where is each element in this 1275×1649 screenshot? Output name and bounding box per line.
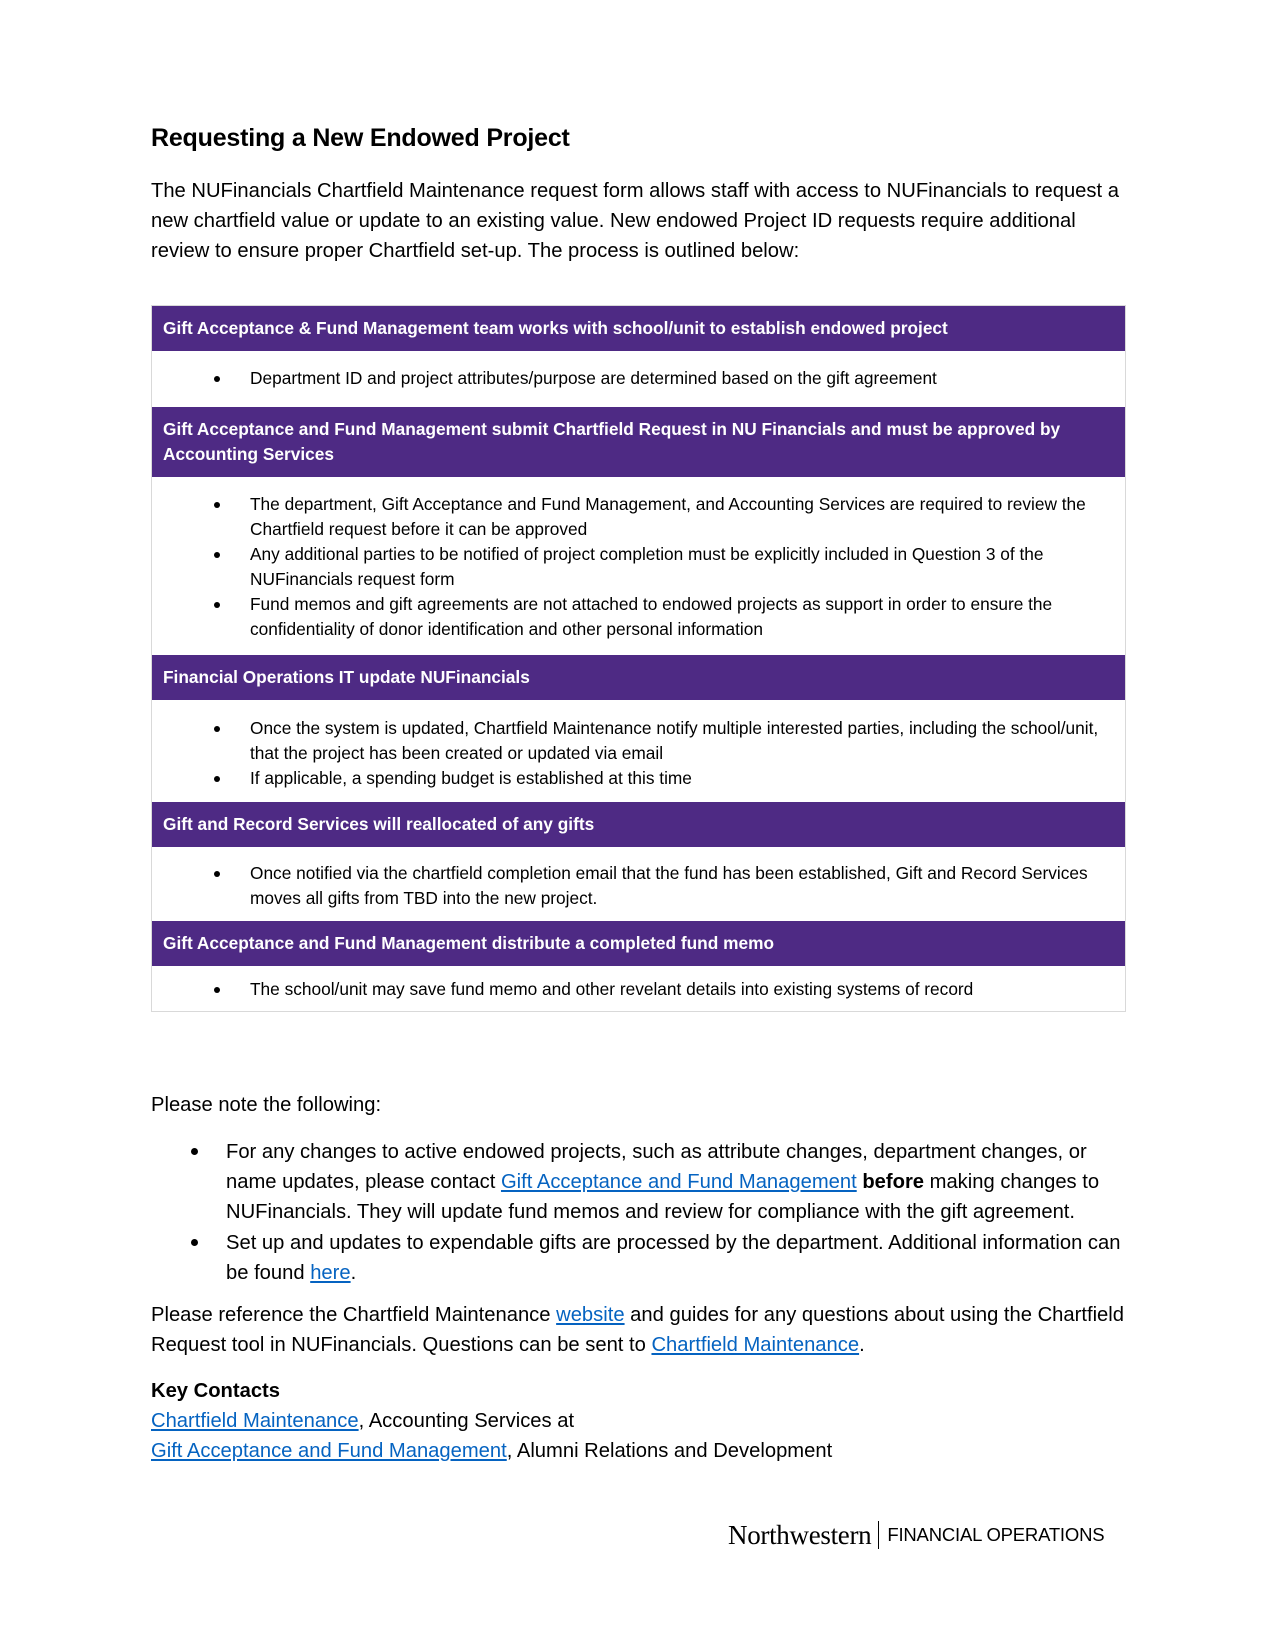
- step-2-bullet-3: Fund memos and gift agreements are not attached to endowed projects as support in order to ensure the confidentiality of donor identification and other personal information: [250, 592, 1114, 642]
- contact-chartfield-text: , Accounting Services at: [358, 1410, 575, 1432]
- step-5-heading: Gift Acceptance and Fund Management distribute a completed fund memo: [152, 921, 1125, 966]
- note-item-1: [226, 1137, 1126, 1227]
- step-3-heading: Financial Operations IT update NUFinancials: [152, 655, 1125, 700]
- website-link[interactable]: website: [556, 1304, 625, 1326]
- logo-department: FINANCIAL OPERATIONS: [887, 1524, 1105, 1545]
- step-2-bullet-2: Any additional parties to be notified of project completion must be explicitly included in Question 3 of the NUFinancials request form: [250, 542, 1114, 592]
- reference-text-1: Please reference the Chartfield Maintenance: [151, 1304, 557, 1326]
- step-3-body: [152, 700, 1125, 802]
- step-4-bullet-1: Once notified via the chartfield completion email that the fund has been established, Gift and Record Services moves all gifts from TBD into the new project.: [250, 861, 1114, 911]
- step-5-body: [152, 966, 1125, 1011]
- reference-paragraph: [151, 1300, 1126, 1360]
- step-2-body: [152, 477, 1125, 655]
- note-1-bold: before: [862, 1171, 925, 1193]
- step-1-body: [152, 351, 1125, 407]
- gift-acceptance-link[interactable]: Gift Acceptance and Fund Management: [500, 1171, 857, 1193]
- step-2-heading: Gift Acceptance and Fund Management submit Chartfield Request in NU Financials and must be approved by Accounting Services: [152, 407, 1125, 477]
- note-2-text: Set up and updates to expendable gifts are processed by the department. Additional information can be found: [226, 1232, 1121, 1284]
- step-2-bullet-1: The department, Gift Acceptance and Fund Management, and Accounting Services are required to review the Chartfield request before it can be approved: [250, 492, 1114, 542]
- chartfield-maintenance-link[interactable]: Chartfield Maintenance: [651, 1334, 860, 1356]
- intro-paragraph: The NUFinancials Chartfield Maintenance request form allows staff with access to NUFinancials to request a new chartfield value or update to an existing value. New endowed Project ID requests require additional review to ensure proper Chartfield set-up. The process is outlined below:: [151, 180, 1119, 262]
- contact-gift-acceptance-link[interactable]: Gift Acceptance and Fund Management: [151, 1440, 507, 1462]
- reference-text-2: and guides for any questions about using the Chartfield Request tool in NUFinancials. Questions can be sent to: [151, 1304, 1124, 1356]
- key-contacts: [151, 1376, 1126, 1466]
- process-table: [151, 305, 1126, 1012]
- logo-divider: [878, 1521, 879, 1549]
- notes-list: [151, 1137, 1126, 1289]
- page-title: Requesting a New Endowed Project: [151, 124, 570, 152]
- contact-gift-acceptance-text: , Alumni Relations and Development: [506, 1440, 833, 1462]
- here-link[interactable]: here: [310, 1262, 351, 1284]
- reference-text-3: .: [859, 1334, 865, 1356]
- logo-wordmark: Northwestern: [728, 1519, 872, 1550]
- note-1-text: For any changes to active endowed projects, such as attribute changes, department changes, or name updates, please contact: [226, 1141, 1087, 1193]
- step-1-heading: Gift Acceptance & Fund Management team works with school/unit to establish endowed project: [152, 306, 1125, 351]
- step-5-bullet-1: The school/unit may save fund memo and other revelant details into existing systems of record: [250, 977, 1114, 1002]
- note-1-after: making changes to NUFinancials. They will update fund memos and review for compliance with the gift agreement.: [226, 1171, 1100, 1223]
- contact-chartfield-link[interactable]: Chartfield Maintenance: [151, 1410, 359, 1432]
- notes-intro: Please note the following:: [151, 1094, 382, 1116]
- step-3-bullet-1: Once the system is updated, Chartfield Maintenance notify multiple interested parties, including the school/unit, that the project has been created or updated via email: [250, 716, 1114, 766]
- note-item-2: [226, 1228, 1126, 1288]
- key-contacts-title: Key Contacts: [151, 1380, 281, 1402]
- step-4-heading: Gift and Record Services will reallocated of any gifts: [152, 802, 1125, 847]
- step-1-bullet-1: Department ID and project attributes/purpose are determined based on the gift agreement: [250, 366, 1114, 391]
- note-2-after: .: [350, 1262, 357, 1284]
- step-4-body: [152, 847, 1125, 921]
- northwestern-logo: [728, 1520, 1104, 1550]
- step-3-bullet-2: If applicable, a spending budget is established at this time: [250, 766, 1114, 791]
